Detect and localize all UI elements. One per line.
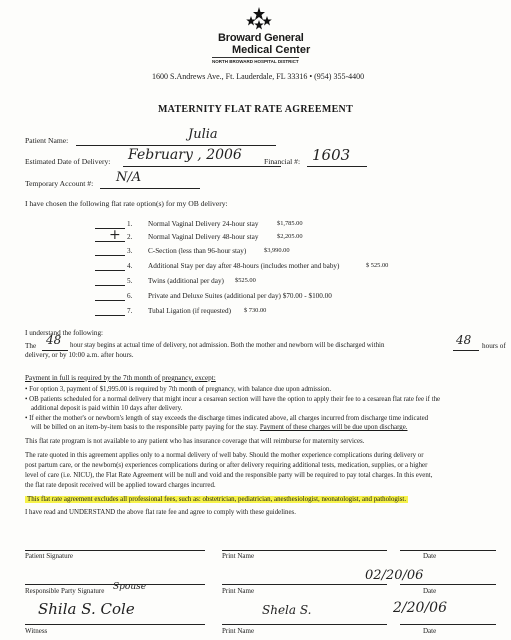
option-7-checkline[interactable] bbox=[95, 315, 125, 316]
exclusion-note: This flat rate agreement excludes all professional fees, such as: obstetrician, pediatrician, anesthesiologist, neonatologist, and pathologist. bbox=[27, 496, 407, 503]
responsible-signature-handwritten[interactable]: Shila S. Cole bbox=[38, 600, 135, 618]
responsible-relation[interactable]: Spouse bbox=[113, 582, 147, 592]
star-cluster-logo-icon bbox=[246, 6, 272, 32]
option-7-num: 7. bbox=[127, 307, 133, 315]
option-1-price: $1,785.00 bbox=[277, 220, 303, 227]
complications-line-3: level of care (i.e. NICU), the Flat Rate Agreement will be null and void and the responsible party will be required to pay total charges. In this event, bbox=[25, 472, 433, 479]
financial-line bbox=[307, 166, 367, 167]
responsible-print-label: Print Name bbox=[222, 587, 255, 595]
edd-line bbox=[123, 166, 281, 167]
understand-intro: I understand the following: bbox=[25, 329, 104, 337]
understand-the: The bbox=[25, 342, 37, 350]
witness-print-label: Print Name bbox=[222, 627, 255, 635]
option-2-price: $2,205.00 bbox=[277, 233, 303, 240]
payment-heading: Payment in full is required by the 7th month of pregnancy, except: bbox=[25, 374, 216, 382]
hours-value-2[interactable]: 48 bbox=[456, 333, 472, 347]
option-6-checkline[interactable] bbox=[95, 300, 125, 301]
patient-print-line bbox=[222, 550, 387, 551]
hours-line-2 bbox=[453, 350, 479, 351]
witness-date-line bbox=[400, 624, 496, 625]
edd-label: Estimated Date of Delivery: bbox=[25, 157, 111, 166]
option-6-text: Private and Deluxe Suites (additional per day) $70.00 - $100.00 bbox=[148, 292, 332, 300]
option-5-num: 5. bbox=[127, 277, 133, 285]
patient-name-label: Patient Name: bbox=[25, 136, 69, 145]
witness-print-line bbox=[222, 624, 387, 625]
temp-account-line bbox=[100, 188, 200, 189]
hours-value-1[interactable]: 48 bbox=[46, 333, 62, 347]
understand-hours-of: hours of bbox=[482, 342, 506, 350]
option-2-num: 2. bbox=[127, 233, 133, 241]
financial-label: Financial #: bbox=[264, 157, 301, 166]
date-value-1[interactable]: 02/20/06 bbox=[365, 568, 424, 583]
payment-due-note: Payment of these charges will be due upon discharge. bbox=[259, 424, 408, 431]
option-7-price: $ 730.00 bbox=[244, 307, 267, 314]
patient-print-label: Print Name bbox=[222, 552, 255, 560]
option-1-num: 1. bbox=[127, 220, 133, 228]
edd-value[interactable]: February , 2006 bbox=[128, 147, 242, 163]
responsible-print-handwritten[interactable]: Shela S. bbox=[262, 603, 312, 617]
payment-bullet-3b-text: will be billed on an item-by-item basis to the responsible party paying for the stay. bbox=[31, 424, 259, 431]
option-3-checkline[interactable] bbox=[95, 255, 125, 256]
option-4-num: 4. bbox=[127, 262, 133, 270]
patient-date-line bbox=[400, 550, 496, 551]
option-2-text: Normal Vaginal Delivery 48-hour stay bbox=[148, 233, 259, 241]
option-2-mark: + bbox=[109, 227, 121, 243]
org-name-line2: Medical Center bbox=[232, 44, 311, 56]
option-3-price: $3,990.00 bbox=[264, 247, 290, 254]
option-4-text: Additional Stay per day after 48-hours (includes mother and baby) bbox=[148, 262, 340, 270]
responsible-date-label: Date bbox=[423, 587, 437, 595]
patient-signature-label: Patient Signature bbox=[25, 552, 74, 560]
option-6-num: 6. bbox=[127, 292, 133, 300]
org-subtitle: NORTH BROWARD HOSPITAL DISTRICT bbox=[212, 59, 299, 64]
option-3-num: 3. bbox=[127, 247, 133, 255]
date-value-2[interactable]: 2/20/06 bbox=[393, 600, 447, 616]
option-5-price: $525.00 bbox=[235, 277, 256, 284]
temp-account-label: Temporary Account #: bbox=[25, 179, 94, 188]
witness-label: Witness bbox=[25, 627, 48, 635]
responsible-date-line bbox=[400, 584, 496, 585]
option-5-text: Twins (additional per day) bbox=[148, 277, 224, 285]
payment-bullet-3a: • If either the mother's or newborn's length of stay exceeds the discharge times indicated above, all charges incurred from discharge time indicated bbox=[25, 415, 429, 422]
option-3-text: C-Section (less than 96-hour stay) bbox=[148, 247, 247, 255]
agree-statement: I have read and UNDERSTAND the above flat rate fee and agree to comply with these guidelines. bbox=[25, 509, 296, 516]
witness-date-label: Date bbox=[423, 627, 437, 635]
payment-bullet-2b: additional deposit is paid within 10 days after delivery. bbox=[31, 405, 183, 412]
address: 1600 S.Andrews Ave., Ft. Lauderdale, FL 33316 • (954) 355-4400 bbox=[152, 72, 365, 81]
org-name-line1: Broward General bbox=[218, 32, 304, 44]
options-intro: I have chosen the following flat rate option(s) for my OB delivery: bbox=[25, 199, 228, 208]
financial-value[interactable]: 1603 bbox=[312, 146, 351, 164]
payment-bullet-3b bbox=[31, 424, 408, 431]
complications-line-4: the flat rate deposit received will be applied toward charges incurred. bbox=[25, 482, 216, 489]
patient-name-line bbox=[76, 145, 276, 146]
temp-account-value[interactable]: N/A bbox=[116, 170, 142, 185]
option-4-checkline[interactable] bbox=[95, 270, 125, 271]
option-4-price: $ 525.00 bbox=[366, 262, 389, 269]
payment-bullet-1: • For option 3, payment of $1,995.00 is required by 7th month of pregnancy, with balance due upon admission. bbox=[25, 386, 332, 393]
complications-line-2: post partum care, or the newborn(s) experiences complications during or after delivery requiring additional tests, medication, supplies, or a higher bbox=[25, 462, 428, 469]
responsible-print-line bbox=[222, 584, 387, 585]
witness-signature-line bbox=[25, 624, 205, 625]
patient-date-label: Date bbox=[423, 552, 437, 560]
understand-line2: delivery, or by 10:00 a.m. after hours. bbox=[25, 351, 134, 359]
page-title: MATERNITY FLAT RATE AGREEMENT bbox=[157, 104, 354, 115]
complications-line-1: The rate quoted in this agreement applies only to a normal delivery of well baby. Should the mother experience complications during delivery or bbox=[25, 452, 424, 459]
option-5-checkline[interactable] bbox=[95, 285, 125, 286]
patient-signature-line bbox=[25, 550, 205, 551]
responsible-signature-label: Responsible Party Signature bbox=[25, 587, 105, 595]
option-7-text: Tubal Ligation (if requested) bbox=[148, 307, 231, 315]
patient-name-value[interactable]: Julia bbox=[188, 127, 218, 142]
understand-line1: hour stay begins at actual time of delivery, not admission. Both the mother and newborn will be discharged within bbox=[70, 342, 385, 349]
option-1-text: Normal Vaginal Delivery 24-hour stay bbox=[148, 220, 259, 228]
insurance-note: This flat rate program is not available to any patient who has insurance coverage that will reimburse for maternity services. bbox=[25, 438, 365, 445]
payment-bullet-2a: • OB patients scheduled for a normal delivery that might incur a cesarean section will have the option to apply their fee to a cesarean flat rate fee if the bbox=[25, 396, 441, 403]
